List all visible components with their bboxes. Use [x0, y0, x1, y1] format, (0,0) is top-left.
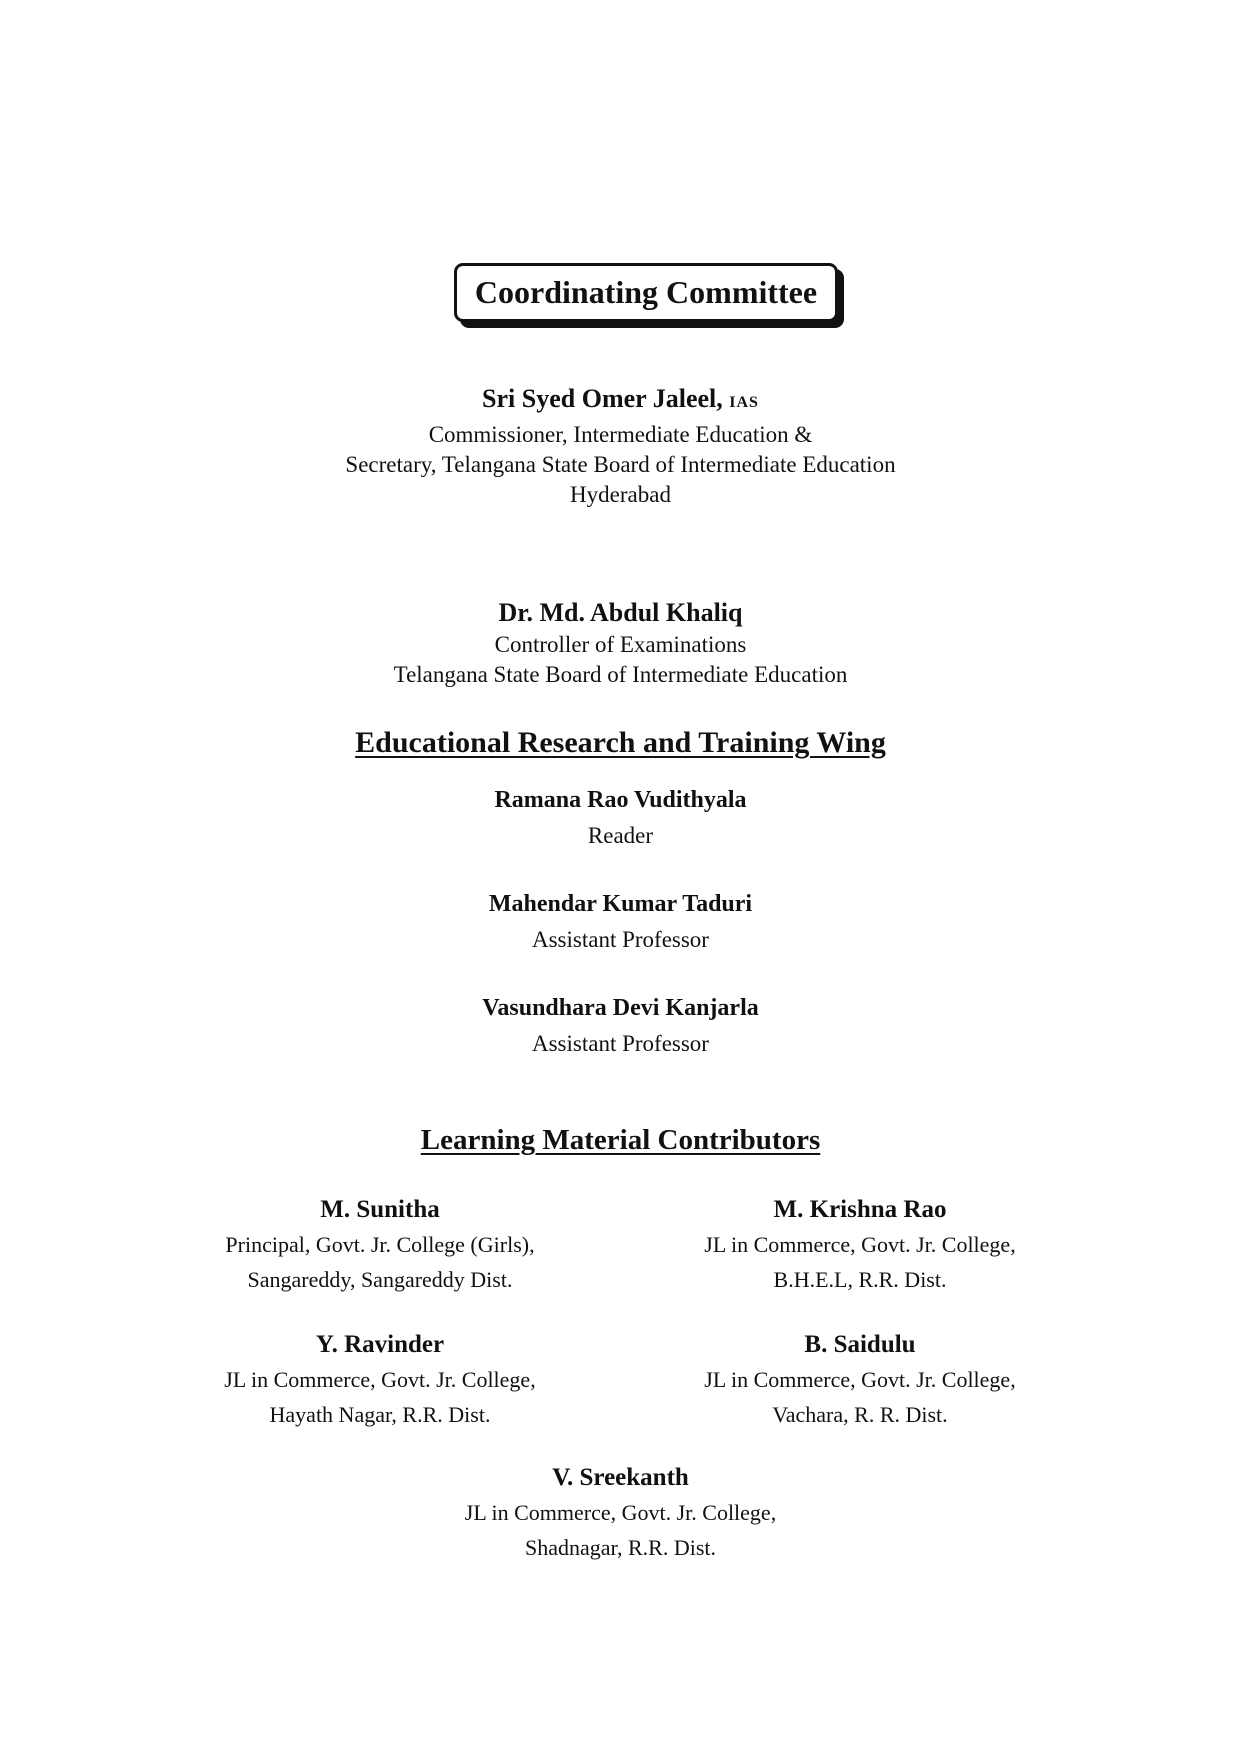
member-name: Sri Syed Omer Jaleel, IAS	[482, 384, 759, 413]
member-role: Assistant Professor	[532, 927, 709, 952]
ert-wing-heading: Educational Research and Training Wing	[355, 726, 886, 759]
member-role: Reader	[587, 823, 654, 848]
contributor	[0, 1461, 1241, 1565]
member-designation: Controller of Examinations	[494, 632, 747, 657]
member-role: Assistant Professor	[532, 1031, 709, 1056]
member-name: Mahendar Kumar Taduri	[488, 891, 753, 917]
contributor	[190, 1328, 570, 1432]
contributor-designation: Principal, Govt. Jr. College (Girls),	[225, 1232, 535, 1257]
contributors-heading: Learning Material Contributors	[420, 1124, 821, 1156]
committee-member-controller	[0, 596, 1241, 690]
contributor-location: B.H.E.L, R.R. Dist.	[773, 1267, 947, 1292]
contributor-name: M. Sunitha	[320, 1196, 440, 1223]
contributor-location: Shadnagar, R.R. Dist.	[525, 1535, 716, 1560]
member-name: Vasundhara Devi Kanjarla	[482, 995, 759, 1021]
contributor-location: Hayath Nagar, R.R. Dist.	[269, 1402, 491, 1427]
contributor-name: Y. Ravinder	[315, 1331, 445, 1358]
contributor	[670, 1328, 1050, 1432]
member-designation: Commissioner, Intermediate Education &	[428, 422, 813, 447]
member-designation: Secretary, Telangana State Board of Intermediate Education	[345, 452, 896, 477]
member-designation: Telangana State Board of Intermediate Education	[393, 662, 848, 687]
member-name: Ramana Rao Vudithyala	[494, 787, 747, 813]
contributor-location: Sangareddy, Sangareddy Dist.	[247, 1267, 513, 1292]
coordinating-committee-heading: Coordinating Committee	[454, 263, 838, 322]
member-name: Dr. Md. Abdul Khaliq	[498, 598, 743, 627]
contributor-name: B. Saidulu	[804, 1331, 916, 1358]
committee-member-commissioner	[0, 382, 1241, 510]
contributor-designation: JL in Commerce, Govt. Jr. College,	[704, 1232, 1016, 1257]
ias-suffix: IAS	[729, 394, 759, 411]
ert-member	[0, 887, 1241, 959]
contributor-designation: JL in Commerce, Govt. Jr. College,	[464, 1500, 777, 1525]
contributor-designation: JL in Commerce, Govt. Jr. College,	[224, 1367, 536, 1392]
contributor-location: Vachara, R. R. Dist.	[772, 1402, 948, 1427]
member-location: Hyderabad	[570, 482, 671, 507]
ert-member	[0, 783, 1241, 855]
contributor	[670, 1193, 1050, 1297]
ert-member	[0, 991, 1241, 1063]
contributor-name: M. Krishna Rao	[773, 1196, 947, 1223]
contributor	[190, 1193, 570, 1297]
contributor-name: V. Sreekanth	[552, 1464, 689, 1491]
contributor-designation: JL in Commerce, Govt. Jr. College,	[704, 1367, 1016, 1392]
